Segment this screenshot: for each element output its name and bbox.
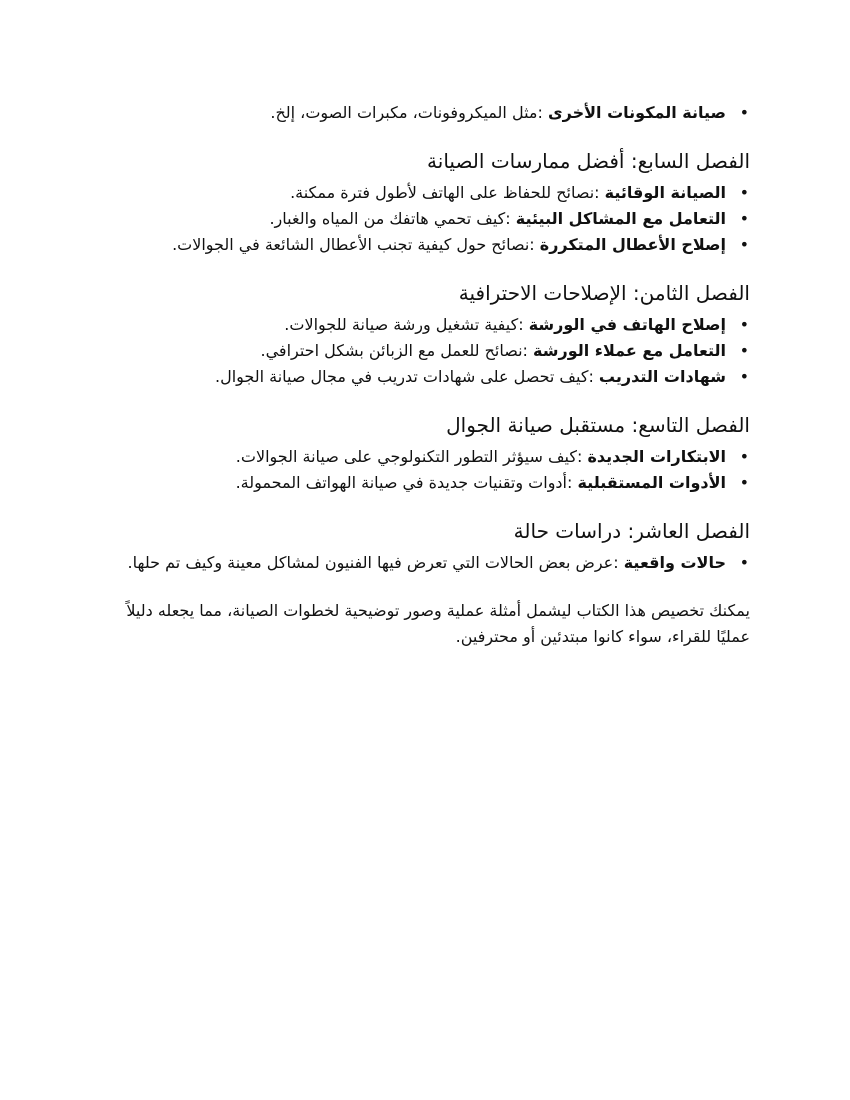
item-description: :نصائح حول كيفية تجنب الأعطال الشائعة في الجوالات.	[172, 235, 535, 254]
list-item	[100, 364, 750, 390]
chapter-9	[100, 411, 750, 496]
chapter-title: الفصل السابع: أفضل ممارسات الصيانة	[427, 149, 750, 173]
chapter-title: الفصل التاسع: مستقبل صيانة الجوال	[446, 413, 750, 437]
list-item	[100, 444, 750, 470]
item-description: :كيف تحمي هاتفك من المياه والغبار.	[269, 209, 511, 228]
chapter-title: الفصل الثامن: الإصلاحات الاحترافية	[458, 281, 750, 305]
item-description: :كيف تحصل على شهادات تدريب في مجال صيانة الجوال.	[214, 367, 594, 386]
item-term: حالات واقعية	[623, 553, 726, 572]
list-item	[100, 232, 750, 258]
item-term: الصيانة الوقائية	[604, 183, 726, 202]
summary-paragraph: يمكنك تخصيص هذا الكتاب ليشمل أمثلة عملية وصور توضيحية لخطوات الصيانة، مما يجعله دليلاً عمليًا للقراء، سواء كانوا مبتدئين أو محترفين.	[126, 601, 750, 646]
item-term: إصلاح الهاتف في الورشة	[528, 315, 726, 334]
chapter-title: الفصل العاشر: دراسات حالة	[513, 519, 750, 543]
item-description: :عرض بعض الحالات التي تعرض فيها الفنيون لمشاكل معينة وكيف تم حلها.	[127, 553, 619, 572]
item-term: صيانة المكونات الأخرى	[547, 103, 726, 122]
item-description: :كيف سيؤثر التطور التكنولوجي على صيانة الجوالات.	[235, 447, 583, 466]
item-description: :أدوات وتقنيات جديدة في صيانة الهواتف المحمولة.	[235, 473, 573, 492]
list-item	[100, 180, 750, 206]
chapter-list	[100, 550, 750, 576]
list-item	[100, 550, 750, 576]
item-term: الأدوات المستقبلية	[577, 473, 726, 492]
list-item	[100, 470, 750, 496]
list-item	[100, 100, 750, 126]
item-description: :كيفية تشغيل ورشة صيانة للجوالات.	[284, 315, 524, 334]
chapter-list	[100, 180, 750, 258]
chapter-8	[100, 279, 750, 390]
item-term: الابتكارات الجديدة	[587, 447, 726, 466]
list-item	[100, 338, 750, 364]
chapter-list	[100, 312, 750, 390]
item-description: :نصائح للعمل مع الزبائن بشكل احترافي.	[260, 341, 528, 360]
item-term: التعامل مع المشاكل البيئية	[515, 209, 726, 228]
intro-list	[100, 100, 750, 126]
chapter-7	[100, 147, 750, 258]
item-term: إصلاح الأعطال المتكررة	[539, 235, 726, 254]
item-description: :نصائح للحفاظ على الهاتف لأطول فترة ممكنة.	[290, 183, 600, 202]
item-term: شهادات التدريب	[598, 367, 726, 386]
list-item	[100, 312, 750, 338]
item-term: التعامل مع عملاء الورشة	[533, 341, 726, 360]
list-item	[100, 206, 750, 232]
item-description: :مثل الميكروفونات، مكبرات الصوت، إلخ.	[270, 103, 543, 122]
chapter-10	[100, 517, 750, 576]
chapter-list	[100, 444, 750, 496]
